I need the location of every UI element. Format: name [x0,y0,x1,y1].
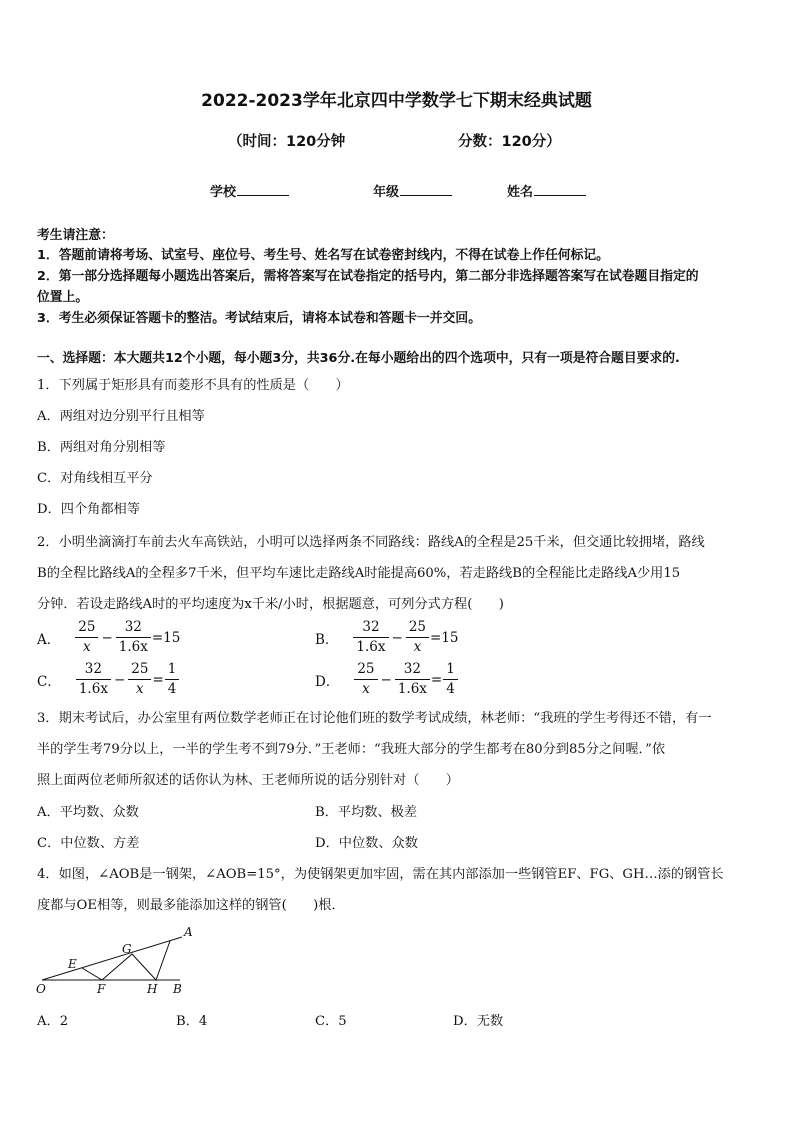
notice-item-1: 1．答题前请将考场、试室号、座位号、考生号、姓名写在试卷密封线内，不得在试卷上作任何标记。 [37,248,609,263]
notice-item-2-cont: 位置上。 [37,290,89,305]
label-h: H [147,982,158,996]
q1-option-a[interactable]: A．两组对边分别平行且相等 [37,409,205,424]
q2-option-b[interactable]: B． $\frac{32}{1.6x}$ − $\frac{25}{x}$ =15 [315,619,459,655]
q4-option-c[interactable]: C．5 [315,1014,347,1029]
grade-blank[interactable] [400,183,452,196]
q2-option-d[interactable]: D． $\frac{25}{x}$ − $\frac{32}{1.6x}$ = $\frac{1}{4}$ [315,660,459,699]
label-o: O [36,982,46,996]
label-f: F [97,982,106,996]
steel-frame-figure [30,922,200,1000]
label-e: E [68,957,77,971]
q2-line-3: 分钟．若设走路线A时的平均速度为x千米/小时，根据题意，可列分式方程( ) [37,597,504,612]
fraction: $\frac{25}{x}$ [354,660,377,699]
fraction: $\frac{32}{1.6x}$ [353,618,388,657]
q3-option-a[interactable]: A．平均数、众数 [37,805,139,820]
q4-option-b[interactable]: B．4 [176,1014,208,1029]
q3-option-b[interactable]: B．平均数、极差 [315,805,418,820]
q1-option-b[interactable]: B．两组对角分别相等 [37,440,166,455]
grade-label: 年级 [373,185,400,200]
q4-line-1: 4．如图，∠AOB是一钢架，∠AOB=15°，为使钢架更加牢固，需在其内部添加一些钢管EF、FG、GH…添的钢管长 [37,867,724,882]
q4-option-a[interactable]: A．2 [37,1014,69,1029]
q1-option-c[interactable]: C．对角线相互平分 [37,471,153,486]
q1-option-d[interactable]: D．四个角都相等 [37,502,140,517]
label-a: A [184,925,193,939]
label-g: G [122,942,132,956]
notice-heading: 考生请注意： [37,228,114,243]
fraction: $\frac{32}{1.6x}$ [76,660,111,699]
q2-line-1: 2．小明坐滴滴打车前去火车高铁站，小明可以选择两条不同路线：路线A的全程是25千米，但交通比较拥堵，路线 [37,535,705,550]
q2-option-c[interactable]: C． $\frac{32}{1.6x}$ − $\frac{25}{x}$ = $\frac{1}{4}$ [37,660,180,699]
label-b: B [173,982,182,996]
school-field[interactable] [210,181,289,200]
fraction: $\frac{32}{1.6x}$ [395,660,430,699]
fraction: $\frac{25}{x}$ [128,660,151,699]
exam-score: 分数：120分） [458,134,561,150]
fraction: $\frac{25}{x}$ [75,618,98,657]
q3-option-c[interactable]: C．中位数、方差 [37,836,140,851]
q4-option-d[interactable]: D．无数 [453,1014,504,1029]
q3-line-3: 照上面两位老师所叙述的话你认为林、王老师所说的话分别针对（ ） [37,773,459,788]
name-blank[interactable] [534,183,586,196]
page-title: 2022-2023学年北京四中学数学七下期末经典试题 [201,91,592,111]
section-heading: 一、选择题：本大题共12个小题，每小题3分，共36分.在每小题给出的四个选项中，只有一项是符合题目要求的. [37,351,680,366]
name-field[interactable] [507,181,586,200]
grade-field[interactable] [373,181,452,200]
school-blank[interactable] [237,183,289,196]
fraction: $\frac{1}{4}$ [165,660,180,699]
q3-option-d[interactable]: D．中位数、众数 [315,836,418,851]
fraction: $\frac{25}{x}$ [406,618,429,657]
q2-option-a[interactable]: A． $\frac{25}{x}$ − $\frac{32}{1.6x}$ =15 [37,619,181,655]
fraction: $\frac{1}{4}$ [443,660,458,699]
q1-stem: 1．下列属于矩形具有而菱形不具有的性质是（ ） [37,378,349,393]
name-label: 姓名 [507,185,534,200]
q4-line-2: 度都与OE相等，则最多能添加这样的钢管( )根． [37,898,345,913]
notice-item-2: 2．第一部分选择题每小题选出答案后，需将答案写在试卷指定的括号内，第二部分非选择题答案写在试卷题目指定的 [37,269,699,284]
q3-line-2: 半的学生考79分以上，一半的学生考不到79分．”王老师：“我班大部分的学生都考在80分到85分之间喔．”依 [37,742,666,757]
exam-time: （时间：120分钟 [228,134,346,150]
q2-line-2: B的全程比路线A的全程多7千米，但平均车速比走路线A时能提高60%，若走路线B的全程能比走路线A少用15 [37,566,681,581]
school-label: 学校 [210,185,237,200]
fraction: $\frac{32}{1.6x}$ [116,618,151,657]
q3-line-1: 3．期末考试后，办公室里有两位数学老师正在讨论他们班的数学考试成绩，林老师：“我班的学生考得还不错，有一 [37,711,712,726]
notice-item-3: 3．考生必须保证答题卡的整洁。考试结束后，请将本试卷和答题卡一并交回。 [37,311,481,326]
